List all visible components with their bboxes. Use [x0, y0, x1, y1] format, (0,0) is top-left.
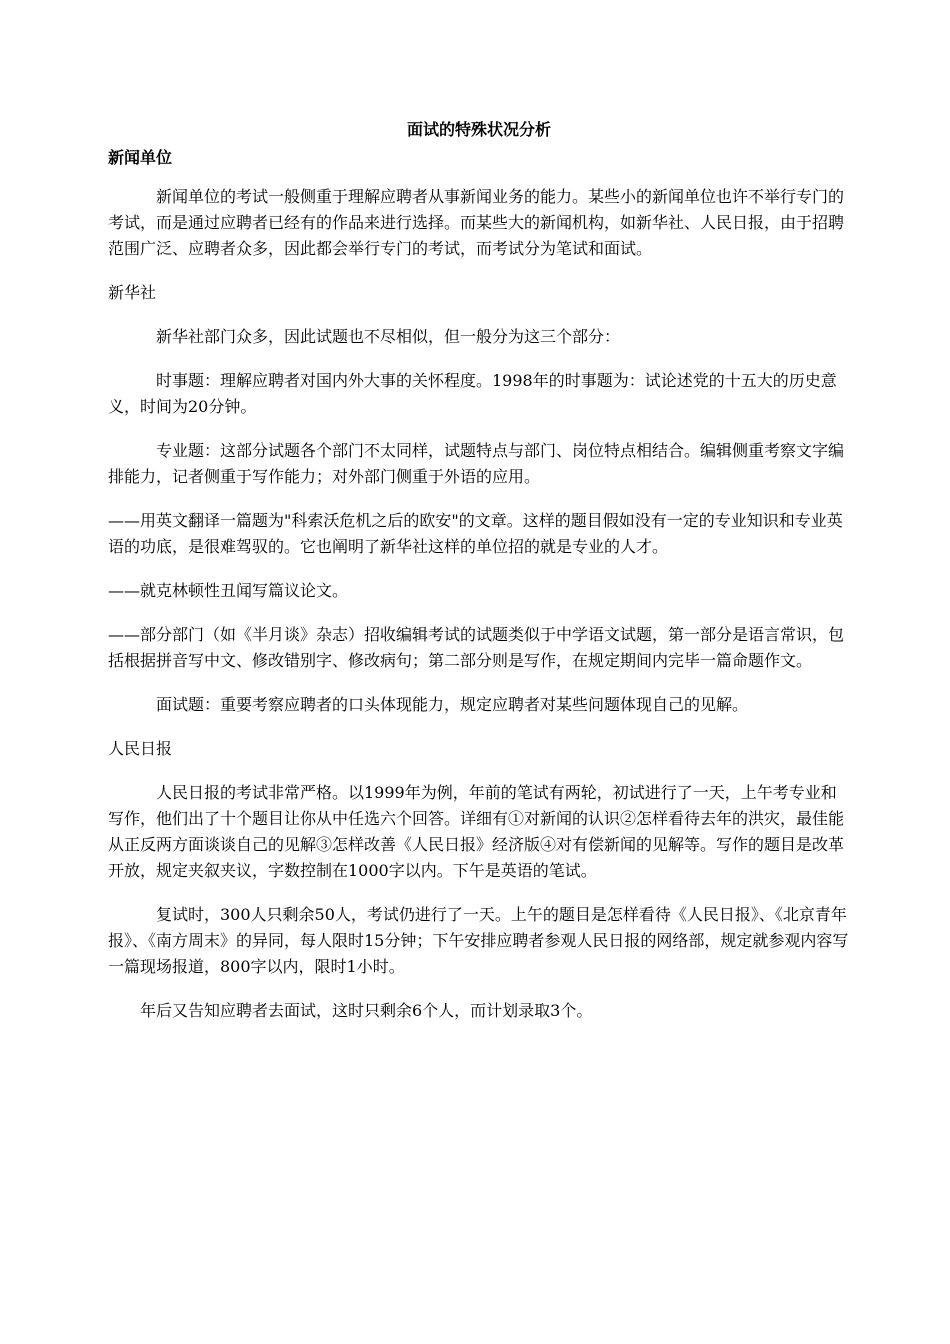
document-page — [108, 118, 850, 1042]
page-title: 面试的特殊状况分析 — [406, 120, 551, 139]
paragraph-interview: 面试题：重要考察应聘者的口头体现能力，规定应聘者对某些问题体现自己的见解。 — [156, 695, 749, 714]
paragraph-intro: 新闻单位的考试一般侧重于理解应聘者从事新闻业务的能力。某些小的新闻单位也许不举行专门的考试，而是通过应聘者已经有的作品来进行选择。而某些大的新闻机构，如新华社、人民日报，由于招聘范围广泛、应聘者众多，因此都会举行专门的考试，而考试分为笔试和面试。 — [108, 187, 845, 258]
paragraph-professional: 专业题：这部分试题各个部门不太同样，试题特点与部门、岗位特点相结合。编辑侧重考察文字编排能力，记者侧重于写作能力；对外部门侧重于外语的应用。 — [108, 441, 845, 486]
paragraph-dash-essay: ——就克林顿性丑闻写篇议论文。 — [108, 581, 349, 600]
paragraph-final-interview: 年后又告知应聘者去面试，这时只剩余6个人，而计划录取3个。 — [140, 1001, 593, 1020]
paragraph-xinhua-overview: 新华社部门众多，因此试题也不尽相似，但一般分为这三个部分： — [156, 327, 621, 346]
paragraph-dash-translation: ——用英文翻译一篇题为"科索沃危机之后的欧安"的文章。这样的题目假如没有一定的专业知识和专业英语的功底，是很难驾驭的。它也阐明了新华社这样的单位招的就是专业的人才。 — [108, 511, 843, 556]
subheading-peoples-daily: 人民日报 — [108, 739, 173, 758]
paragraph-peoples-daily-exam: 人民日报的考试非常严格。以1999年为例，年前的笔试有两轮，初试进行了一天，上午考专业和写作，他们出了十个题目让你从中任选六个回答。详细有①对新闻的认识②怎样看待去年的洪灾，最佳能从正反两方面谈谈自己的见解③怎样改善《人民日报》经济版④对有偿新闻的见解等。写作的题目是改革开放，规定夹叙夹议，字数控制在1000字以内。下午是英语的笔试。 — [108, 783, 845, 880]
subheading-xinhua: 新华社 — [108, 283, 157, 302]
paragraph-current-affairs: 时事题：理解应聘者对国内外大事的关怀程度。1998年的时事题为：试论述党的十五大的历史意义，时间为20分钟。 — [108, 371, 837, 416]
paragraph-dash-banyuetan: ——部分部门（如《半月谈》杂志）招收编辑考试的试题类似于中学语文试题，第一部分是语言常识，包括根据拼音写中文、修改错别字、修改病句；第二部分则是写作，在规定期间内完毕一篇命题作文。 — [108, 625, 845, 670]
paragraph-second-round: 复试时，300人只剩余50人，考试仍进行了一天。上午的题目是怎样看待《人民日报》、《北京青年报》、《南方周末》的异同，每人限时15分钟；下午安排应聘者参观人民日报的网络部，规定就参观内容写一篇现场报道，800字以内，限时1小时。 — [108, 905, 849, 976]
section-heading: 新闻单位 — [108, 148, 173, 167]
